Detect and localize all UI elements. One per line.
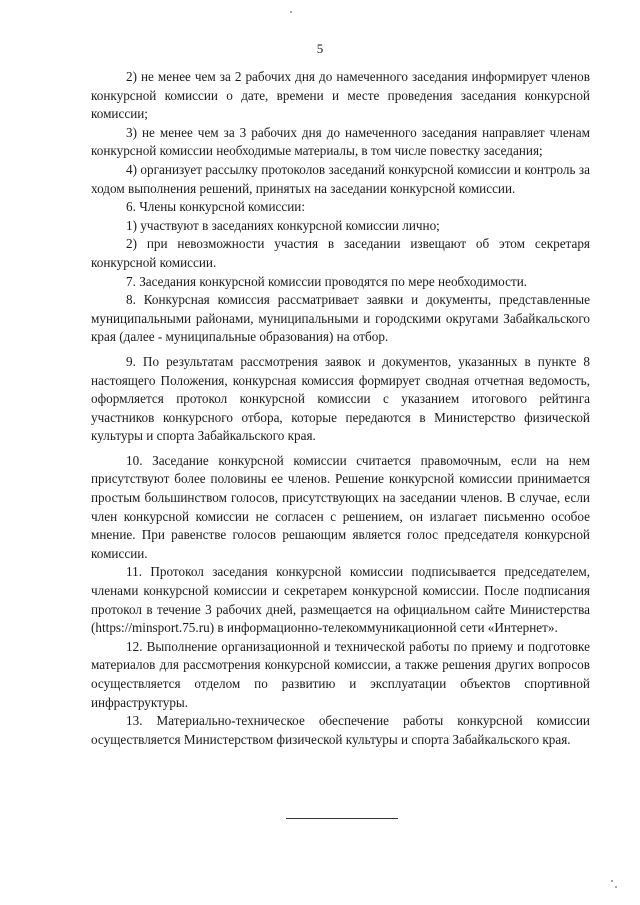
scan-speck <box>615 886 617 888</box>
paragraph-section-9: 9. По результатам рассмотрения заявок и документов, указанных в пункте 8 настоящего Положения, конкурсная комиссия формирует сводная отчетная ведомость, оформляется протокол конкурсной комиссии с указанием итогового рейтинга участников конкурсного отбора, которые передаются в Министерство физической культуры и спорта Забайкальского края. <box>91 353 590 444</box>
end-separator-line <box>286 818 398 819</box>
paragraph-section-11: 11. Протокол заседания конкурсной комиссии подписывается председателем, членами конкурсной комиссии и секретарем конкурсной комиссии. После подписания протокол в течение 3 рабочих дней, размещается на официальном сайте Министерства (https://minsport.75.ru) в информационно-телекоммуникационной сети «Интернет». <box>91 564 590 636</box>
paragraph-section-10: 10. Заседание конкурсной комиссии считается правомочным, если на нем присутствуют более половины ее членов. Решение конкурсной комиссии принимается простым большинством голосов, присутствующих на заседании членов. В случае, если член конкурсной комиссии не согласен с решением, он излагает письменно особое мнение. При равенстве голосов решающим является голос председателя конкурсной комиссии. <box>91 452 590 561</box>
paragraph-section-13: 13. Материально-техническое обеспечение работы конкурсной комиссии осуществляется Министерством физической культуры и спорта Забайкальского края. <box>91 713 590 747</box>
paragraph-section-8: 8. Конкурсная комиссия рассматривает заявки и документы, представленные муниципальными районами, муниципальными и городскими округами Забайкальского края (далее - муниципальные образования) на отбор. <box>91 292 590 345</box>
paragraph-item-6-1: 1) участвуют в заседаниях конкурсной комиссии лично; <box>126 217 440 233</box>
document-body <box>91 68 590 749</box>
paragraph-item-2: 2) не менее чем за 2 рабочих дня до намеченного заседания информирует членов конкурсной комиссии о дате, времени и месте проведения заседания конкурсной комиссии; <box>91 69 590 122</box>
scan-speck <box>290 11 292 13</box>
paragraph-section-6: 6. Члены конкурсной комиссии: <box>126 199 306 215</box>
paragraph-item-6-2: 2) при невозможности участия в заседании извещают об этом секретаря конкурсной комиссии. <box>91 236 590 270</box>
paragraph-section-12: 12. Выполнение организационной и технической работы по приему и подготовке материалов для рассмотрения конкурсной комиссии, а также решения других вопросов осуществляется отделом по развитию и эксплуатации объектов спортивной инфраструктуры. <box>91 638 590 710</box>
page-number: 5 <box>316 41 324 56</box>
paragraph-item-3: 3) не менее чем за 3 рабочих дня до намеченного заседания направляет членам конкурсной комиссии необходимые материалы, в том числе повестку заседания; <box>91 124 590 159</box>
scan-speck <box>611 880 613 882</box>
paragraph-item-4: 4) организует рассылку протоколов заседаний конкурсной комиссии и контроль за ходом выполнения решений, принятых на заседании конкурсной комиссии. <box>91 161 590 196</box>
paragraph-section-7: 7. Заседания конкурсной комиссии проводятся по мере необходимости. <box>126 273 528 289</box>
